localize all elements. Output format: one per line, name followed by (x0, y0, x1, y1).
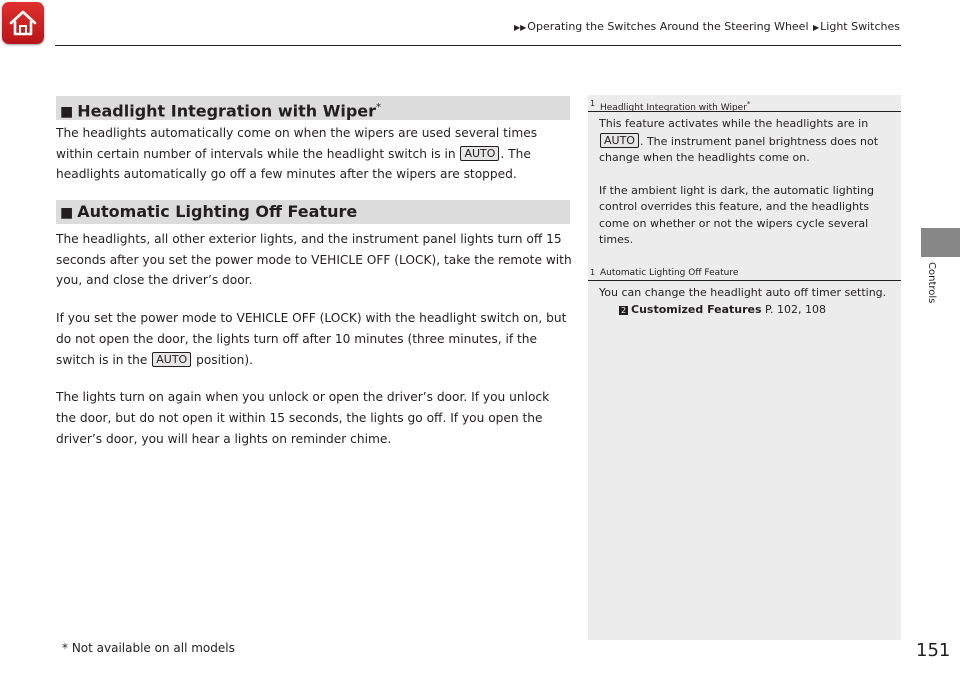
breadcrumb (513, 20, 900, 33)
section-title: Headlight Integration with Wiper (77, 101, 377, 121)
paragraph (56, 123, 572, 185)
text-span: The headlights automatically come on when the wipers are used several times within certain number of intervals while the headlight switch is in (56, 126, 538, 161)
section-heading-auto-lighting-off (56, 200, 570, 224)
home-button[interactable] (2, 2, 44, 44)
chapter-tab-marker[interactable] (921, 228, 960, 257)
breadcrumb-link-parent[interactable]: Operating the Switches Around the Steering Wheel (527, 20, 809, 33)
note-body-headlight-integration (599, 116, 889, 249)
note-title: Headlight Integration with Wiper (600, 103, 747, 113)
section-heading-headlight-integration (56, 96, 570, 120)
note-number: 1 (590, 268, 596, 277)
breadcrumb-link-current[interactable]: Light Switches (820, 20, 900, 33)
home-icon (8, 8, 38, 38)
header-rule (55, 45, 901, 46)
auto-key-label: AUTO (600, 133, 639, 148)
note-heading-auto-lighting-off (588, 265, 901, 281)
text-span: . The headlights automatically go off a few minutes after the wipers are stopped. (56, 146, 531, 182)
text-span: This feature activates while the headlights are in (599, 117, 869, 130)
breadcrumb-arrow-icon: ▶ (813, 23, 820, 32)
breadcrumb-arrow-icon: ▶▶ (513, 23, 527, 32)
footnote-marker[interactable]: * (376, 102, 382, 113)
section-square-icon: ■ (60, 104, 74, 121)
reference-arrow-icon: 2 (620, 305, 627, 315)
section-square-icon: ■ (60, 205, 74, 221)
paragraph: The lights turn on again when you unlock or open the driver’s door. If you unlock the door, but do not open it within 15 seconds, the lights go off. If you open the driver’s door, you will hear a lights on reminder chime. (56, 390, 550, 446)
auto-key-label: AUTO (152, 352, 191, 367)
section-body-headlight-integration (56, 123, 572, 185)
paragraph: The headlights, all other exterior lights, and the instrument panel lights turn off 15 seconds after you set the power mode to VEHICLE OFF (LOCK), take the remote with you, and close the driver’s door. (56, 232, 572, 288)
page-number: 151 (916, 640, 951, 661)
text-span: . The instrument panel brightness does not change when the headlights come on. (599, 134, 879, 164)
paragraph (56, 308, 572, 370)
footnote-marker[interactable]: * (746, 100, 751, 108)
note-paragraph (599, 116, 889, 167)
note-number: 1 (590, 99, 596, 108)
section-body-auto-lighting-off (56, 229, 572, 449)
cross-reference[interactable] (599, 302, 889, 319)
reference-pages: P. 102, 108 (761, 302, 826, 316)
note-body-auto-lighting-off (599, 285, 889, 318)
reference-link[interactable]: Customized Features (631, 302, 762, 316)
chapter-tab-label[interactable]: Controls (926, 262, 937, 304)
text-span: If you set the power mode to VEHICLE OFF (LOCK) with the headlight switch on, but do not open the door, the lights turn off after 10 minutes (three minutes, if the switch is in the (56, 311, 567, 367)
note-heading-headlight-integration (588, 96, 901, 112)
note-paragraph: You can change the headlight auto off timer setting. (599, 286, 887, 299)
note-paragraph: If the ambient light is dark, the automatic lighting control overrides this feature, and the headlights come on whether or not the wipers cycle several times. (599, 183, 875, 246)
footnote-text: * Not available on all models (62, 641, 235, 655)
note-title: Automatic Lighting Off Feature (600, 268, 739, 278)
section-title: Automatic Lighting Off Feature (77, 202, 358, 221)
auto-key-label: AUTO (460, 146, 499, 161)
text-span: position). (192, 352, 254, 367)
